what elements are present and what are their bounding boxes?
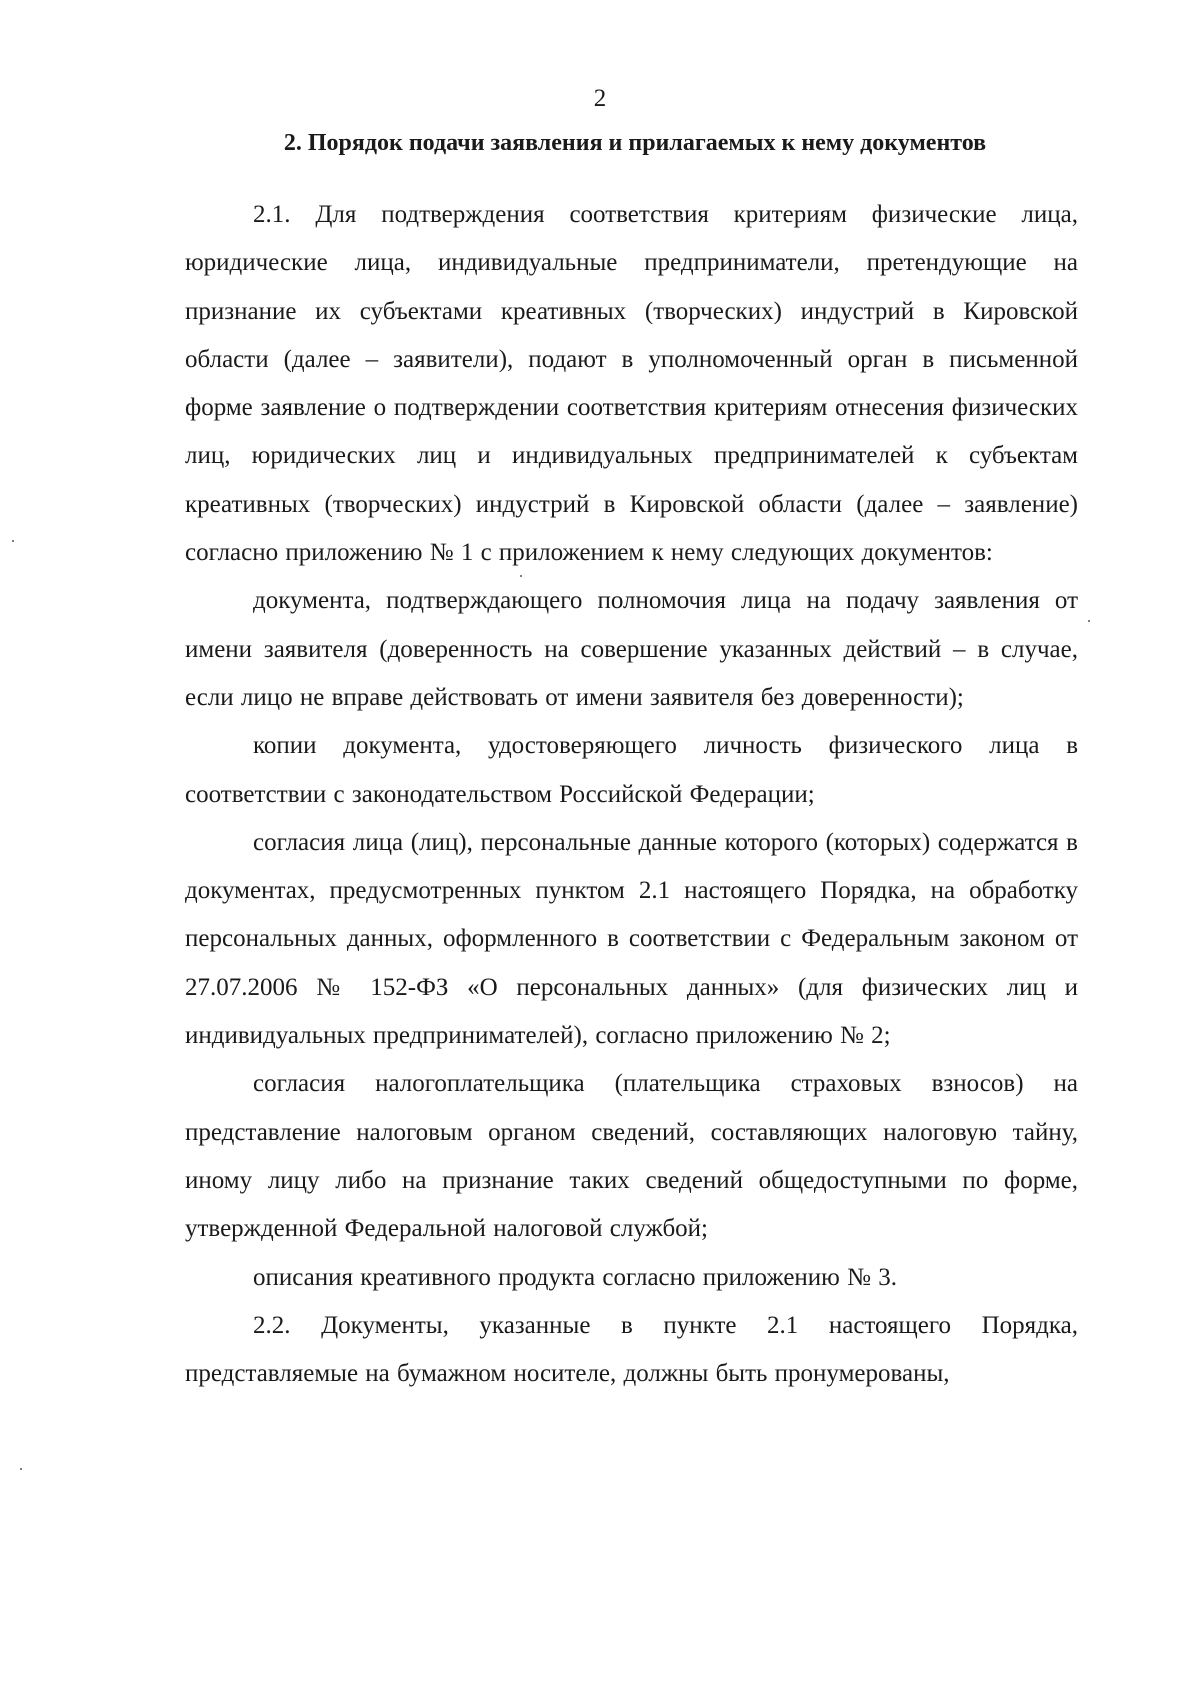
paragraph-tax-consent: согласия налогоплательщика (плательщика страховых взносов) на представление налоговым органом сведений, составляющих налоговую тайну, иному лицу либо на признание таких сведений общедоступными по форме, утвержденной Федеральной налоговой службой; (185, 1070, 1078, 1243)
section-heading: 2. Порядок подачи заявления и прилагаемых к нему документов (283, 130, 987, 156)
scan-speck (20, 1468, 22, 1470)
page-number: 2 (593, 85, 607, 112)
document-body (185, 191, 1078, 1398)
scan-speck (520, 575, 522, 577)
paragraph-identity-copy: копии документа, удостоверяющего личность физического лица в соответствии с законодательством Российской Федерации; (185, 732, 1078, 808)
paragraph-2-1: 2.1. Для подтверждения соответствия критериям физические лица, юридические лица, индивидуальные предприниматели, претендующие на признание их субъектами креативных (творческих) индустрий в Кировской области (далее – заявители), подают в уполномоченный орган в письменной форме заявление о подтверждении соответствия критериям отнесения физических лиц, юридических лиц и индивидуальных предпринимателей к субъектам креативных (творческих) индустрий в Кировской области (далее – заявление) согласно приложению № 1 с приложением к нему следующих документов: (185, 201, 1078, 567)
paragraph-product-description: описания креативного продукта согласно приложению № 3. (253, 1263, 897, 1291)
paragraph-2-2: 2.2. Документы, указанные в пункте 2.1 настоящего Порядка, представляемые на бумажном носителе, должны быть пронумерованы, (185, 1311, 1078, 1388)
scan-speck (12, 540, 14, 542)
scan-speck (1088, 620, 1090, 622)
paragraph-authority-document: документа, подтверждающего полномочия лица на подачу заявления от имени заявителя (доверенность на совершение указанных действий – в случае, если лицо не вправе действовать от имени заявителя без доверенности); (185, 587, 1078, 711)
paragraph-personal-data-consent: согласия лица (лиц), персональные данные которого (которых) содержатся в документах, предусмотренных пунктом 2.1 настоящего Порядка, на обработку персональных данных, оформленного в соответствии с Федеральным законом от 27.07.2006 № 152-ФЗ «О персональных данных» (для физических лиц и индивидуальных предпринимателей), согласно приложению № 2; (185, 828, 1078, 1050)
